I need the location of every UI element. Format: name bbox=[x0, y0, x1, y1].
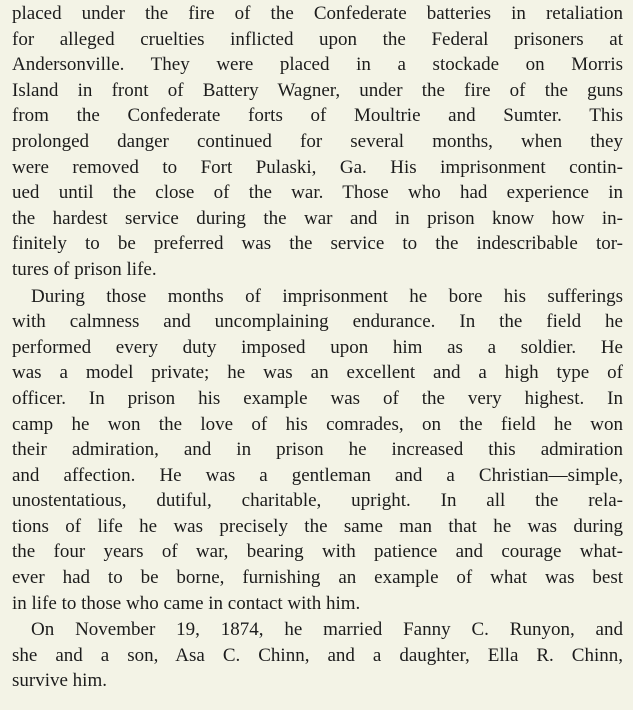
text-line: the hardest service during the war and in prison know how in- bbox=[12, 207, 623, 229]
text-line: and affection. He was a gentleman and a Christian—simple, bbox=[12, 464, 623, 486]
text-line: Island in front of Battery Wagner, under the fire of the guns bbox=[12, 79, 623, 101]
paragraph-character bbox=[12, 284, 623, 617]
text-line: camp he won the love of his comrades, on the field he won bbox=[12, 413, 623, 435]
text-line: tions of life he was precisely the same man that he was during bbox=[12, 515, 623, 537]
text-line: placed under the fire of the Confederate batteries in retaliation bbox=[12, 3, 623, 24]
text-line: their admiration, and in prison he increased this admiration bbox=[12, 439, 623, 461]
text-line: survive him. bbox=[12, 670, 107, 692]
text-line: On November 19, 1874, he married Fanny C. Runyon, and bbox=[31, 619, 623, 641]
text-line: from the Confederate forts of Moultrie and Sumter. This bbox=[12, 105, 623, 127]
paragraph-marriage bbox=[12, 617, 623, 694]
text-line: in life to those who came in contact with him. bbox=[12, 592, 361, 614]
text-line: was a model private; he was an excellent and a high type of bbox=[12, 362, 623, 384]
text-line: for alleged cruelties inflicted upon the Federal prisoners at bbox=[12, 28, 623, 50]
text-line: finitely to be preferred was the service to the indescribable tor- bbox=[12, 233, 623, 255]
text-line: were removed to Fort Pulaski, Ga. His imprisonment contin- bbox=[12, 156, 623, 178]
text-line: performed every duty imposed upon him as a soldier. He bbox=[12, 336, 623, 358]
text-line: During those months of imprisonment he bore his sufferings bbox=[31, 285, 623, 307]
paragraph-imprisonment bbox=[12, 1, 623, 283]
text-line: officer. In prison his example was of the very highest. In bbox=[12, 387, 623, 409]
text-line: the four years of war, bearing with patience and courage what- bbox=[12, 541, 623, 563]
text-line: with calmness and uncomplaining endurance. In the field he bbox=[12, 311, 623, 333]
text-line: ued until the close of the war. Those who had experience in bbox=[12, 182, 623, 204]
text-line: unostentatious, dutiful, charitable, upright. In all the rela- bbox=[12, 490, 623, 512]
text-line: she and a son, Asa C. Chinn, and a daughter, Ella R. Chinn, bbox=[12, 644, 623, 666]
text-line: Andersonville. They were placed in a stockade on Morris bbox=[12, 54, 623, 76]
text-line: tures of prison life. bbox=[12, 258, 157, 280]
text-line: ever had to be borne, furnishing an example of what was best bbox=[12, 567, 623, 589]
text-line: prolonged danger continued for several months, when they bbox=[12, 130, 623, 152]
